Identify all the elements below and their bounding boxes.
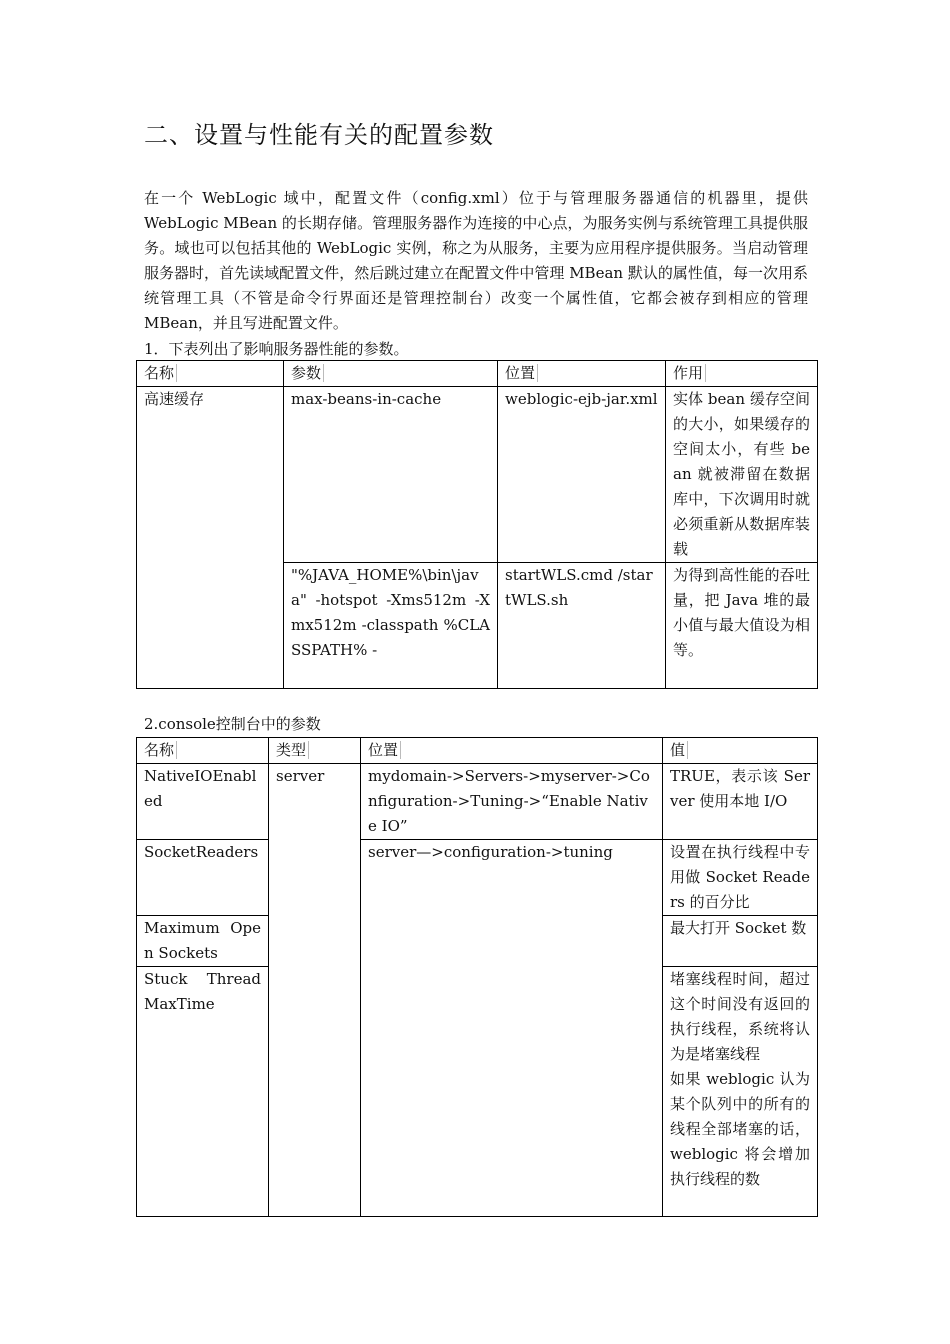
value-cell: [663, 967, 818, 1217]
table-header-row: [137, 361, 818, 387]
table-row: [137, 764, 818, 840]
value-cell: 设置在执行线程中专用做 Socket Readers 的百分比: [663, 840, 818, 916]
header-cell: 名称: [137, 361, 284, 387]
table1-caption: 1．下表列出了影响服务器性能的参数。: [144, 340, 409, 358]
name-cell: NativeIOEnabled: [137, 764, 269, 840]
header-cell: 作用: [666, 361, 818, 387]
name-cell: Maximum Open Sockets: [137, 916, 269, 967]
header-cell: 位置: [361, 738, 663, 764]
table-header-row: [137, 738, 818, 764]
value-cell: 最大打开 Socket 数: [663, 916, 818, 967]
param-cell: "%JAVA_HOME%\bin\java" -hotspot -Xms512m -Xmx512m -classpath %CLASSPATH% -: [284, 563, 498, 689]
table-row: [137, 840, 818, 916]
name-cell: Stuck Thread MaxTime: [137, 967, 269, 1217]
performance-params-table: [136, 360, 818, 689]
header-cell: 参数: [284, 361, 498, 387]
location-cell: weblogic-ejb-jar.xml: [498, 387, 666, 563]
console-params-table: [136, 737, 818, 1217]
value-text: 堵塞线程时间，超过这个时间没有返回的执行线程，系统将认为是堵塞线程: [670, 970, 810, 1063]
section-title: 二、设置与性能有关的配置参数: [144, 121, 494, 149]
name-cell: 高速缓存: [137, 387, 284, 689]
header-cell: 位置: [498, 361, 666, 387]
location-cell: mydomain->Servers->myserver->Configuration->Tuning->“Enable Native IO”: [361, 764, 663, 840]
effect-cell: 为得到高性能的吞吐量，把 Java 堆的最小值与最大值设为相等。: [666, 563, 818, 689]
intro-paragraph: 在一个 WebLogic 域中，配置文件（config.xml）位于与管理服务器通信的机器里，提供WebLogic MBean 的长期存储。管理服务器作为连接的中心点，为服务实例与系统管理工具提供服务。域也可以包括其他的 WebLogic 实例，称之为从服务，主要为应用程序提供服务。当启动管理服务器时，首先读域配置文件，然后跳过建立在配置文件中管理 MBean 默认的属性值，每一次用系统管理工具（不管是命令行界面还是管理控制台）改变一个属性值，它都会被存到相应的管理 MBean，并且写进配置文件。: [144, 189, 808, 332]
value-cell: TRUE，表示该 Server 使用本地 I/O: [663, 764, 818, 840]
value-text-extra: 如果 weblogic 认为某个队列中的所有的线程全部堵塞的话，weblogic 将会增加执行线程的数: [670, 1070, 810, 1188]
header-cell: 名称: [137, 738, 269, 764]
header-cell: 值: [663, 738, 818, 764]
table-row: [137, 387, 818, 563]
location-cell: server—>configuration->tuning: [361, 840, 663, 1217]
table2-caption: 2.console控制台中的参数: [144, 715, 321, 733]
effect-cell: 实体 bean 缓存空间的大小，如果缓存的空间太小，有些 bean 就被滞留在数据库中，下次调用时就必须重新从数据库装载: [666, 387, 818, 563]
location-cell: startWLS.cmd /startWLS.sh: [498, 563, 666, 689]
header-cell: 类型: [269, 738, 361, 764]
param-cell: max-beans-in-cache: [284, 387, 498, 563]
type-cell: server: [269, 764, 361, 1217]
name-cell: SocketReaders: [137, 840, 269, 916]
